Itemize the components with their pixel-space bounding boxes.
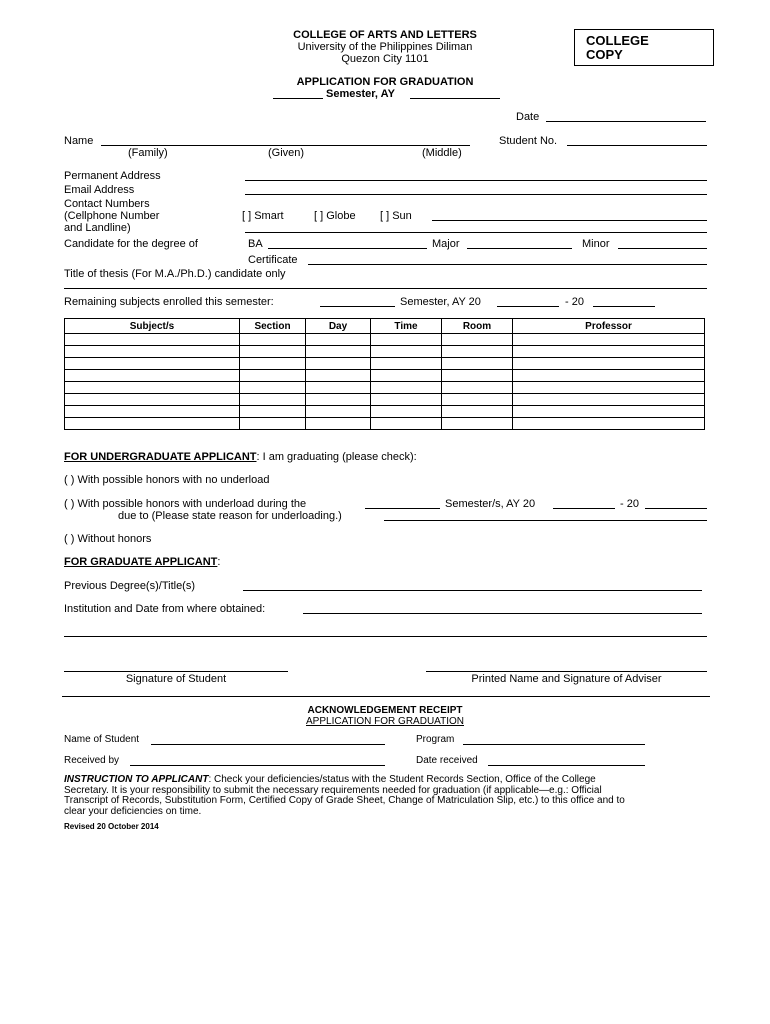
- table-cell[interactable]: [65, 394, 240, 406]
- col-section: Section: [240, 319, 306, 334]
- ay-blank[interactable]: [410, 98, 500, 99]
- table-row: [65, 406, 705, 418]
- underload-reason-label: due to (Please state reason for underloading.): [118, 510, 342, 522]
- graduate-heading: FOR GRADUATE APPLICANT: [64, 556, 218, 568]
- college-copy-box: [574, 29, 714, 66]
- table-cell[interactable]: [306, 346, 371, 358]
- receipt-divider: [62, 696, 710, 697]
- table-row: [65, 346, 705, 358]
- cellphone-label: (Cellphone Number: [64, 210, 160, 222]
- name-field[interactable]: [101, 145, 470, 146]
- table-cell[interactable]: [306, 394, 371, 406]
- graduate-heading-wrap: [64, 556, 220, 568]
- remaining-semester-ay-label: Semester, AY 20: [400, 296, 481, 308]
- undergrad-heading: FOR UNDERGRADUATE APPLICANT: [64, 451, 257, 463]
- table-cell[interactable]: [371, 406, 442, 418]
- receipt-date-received-field[interactable]: [488, 765, 645, 766]
- table-cell[interactable]: [442, 358, 513, 370]
- table-cell[interactable]: [65, 346, 240, 358]
- family-label: (Family): [128, 147, 168, 159]
- adviser-signature-label: Printed Name and Signature of Adviser: [471, 673, 662, 685]
- receipt-title: ACKNOWLEDGEMENT RECEIPT: [307, 705, 463, 716]
- remaining-ay-end-field[interactable]: [593, 306, 655, 307]
- adviser-signature-field[interactable]: [426, 671, 707, 672]
- thesis-label: Title of thesis (For M.A./Ph.D.) candidate only: [64, 268, 286, 280]
- col-room: Room: [442, 319, 513, 334]
- major-label: Major: [432, 238, 460, 250]
- instruction-line-2: Secretary. It is your responsibility to submit the necessary requirements needed for graduation (if applicable—e.g.: Official: [64, 784, 602, 796]
- table-cell[interactable]: [240, 370, 306, 382]
- permanent-address-label: Permanent Address: [64, 170, 161, 182]
- instruction-line-1: [64, 775, 625, 786]
- table-cell[interactable]: [240, 394, 306, 406]
- previous-degree-field[interactable]: [243, 590, 702, 591]
- underload-ay-start-field[interactable]: [553, 508, 615, 509]
- semester-blank[interactable]: [273, 98, 323, 99]
- instruction-block: [64, 775, 625, 817]
- email-address-label: Email Address: [64, 184, 135, 196]
- receipt-program-label: Program: [416, 734, 455, 745]
- undergrad-heading-suffix: : I am graduating (please check):: [256, 451, 417, 463]
- certificate-field[interactable]: [308, 264, 707, 265]
- undergrad-option-1[interactable]: ( ) With possible honors with no underload: [64, 474, 270, 486]
- table-cell[interactable]: [240, 382, 306, 394]
- col-subject: Subject/s: [65, 319, 240, 334]
- table-cell[interactable]: [513, 418, 705, 430]
- student-no-field[interactable]: [567, 145, 707, 146]
- table-row: [65, 418, 705, 430]
- col-time: Time: [371, 319, 442, 334]
- instruction-line-1-text: : Check your deficiencies/status with the Student Records Section, Office of the College: [208, 774, 596, 785]
- table-cell[interactable]: [240, 406, 306, 418]
- previous-degree-label: Previous Degree(s)/Title(s): [64, 580, 196, 592]
- table-cell[interactable]: [513, 358, 705, 370]
- table-cell[interactable]: [240, 418, 306, 430]
- student-no-label: Student No.: [499, 135, 558, 147]
- college-name: COLLEGE OF ARTS AND LETTERS: [293, 29, 477, 41]
- ba-label: BA: [248, 238, 263, 250]
- table-cell[interactable]: [371, 358, 442, 370]
- institution-field[interactable]: [303, 613, 702, 614]
- table-cell[interactable]: [442, 382, 513, 394]
- table-cell[interactable]: [442, 370, 513, 382]
- instruction-line-3: Transcript of Records, Substitution Form, Certified Copy of Grade Sheet, Change of Matriculation Slip, etc.) to this office and to: [64, 795, 625, 806]
- col-professor: Professor: [513, 319, 705, 334]
- name-label: Name: [64, 135, 94, 147]
- table-cell[interactable]: [442, 334, 513, 346]
- smart-checkbox[interactable]: [ ] Smart: [242, 210, 284, 222]
- landline-field[interactable]: [245, 232, 707, 233]
- globe-checkbox[interactable]: [ ] Globe: [314, 210, 356, 222]
- receipt-subtitle: APPLICATION FOR GRADUATION: [306, 716, 464, 727]
- table-cell[interactable]: [371, 418, 442, 430]
- table-cell[interactable]: [371, 394, 442, 406]
- receipt-name-label: Name of Student: [64, 734, 140, 745]
- remaining-ay-start-field[interactable]: [497, 306, 559, 307]
- remaining-semester-field[interactable]: [320, 306, 395, 307]
- table-cell[interactable]: [442, 394, 513, 406]
- table-cell[interactable]: [306, 418, 371, 430]
- table-cell[interactable]: [65, 358, 240, 370]
- table-cell[interactable]: [513, 394, 705, 406]
- table-cell[interactable]: [65, 406, 240, 418]
- copy-box-line1: COLLEGE: [586, 33, 649, 48]
- table-cell[interactable]: [306, 358, 371, 370]
- underload-reason-field[interactable]: [384, 520, 707, 521]
- table-cell[interactable]: [513, 346, 705, 358]
- col-day: Day: [306, 319, 371, 334]
- ba-field[interactable]: [268, 248, 427, 249]
- table-cell[interactable]: [442, 346, 513, 358]
- table-row: [65, 334, 705, 346]
- table-cell[interactable]: [240, 334, 306, 346]
- instruction-label: INSTRUCTION TO APPLICANT: [64, 774, 209, 785]
- table-cell[interactable]: [513, 406, 705, 418]
- landline-label: and Landline): [64, 222, 131, 234]
- table-cell[interactable]: [306, 334, 371, 346]
- remaining-ay-dash-label: - 20: [565, 296, 584, 308]
- subjects-table: [64, 318, 705, 430]
- receipt-date-received-label: Date received: [416, 755, 478, 766]
- email-address-field[interactable]: [245, 194, 707, 195]
- institution-label: Institution and Date from where obtained:: [64, 603, 266, 615]
- revised-date: Revised 20 October 2014: [64, 822, 159, 831]
- table-cell[interactable]: [65, 334, 240, 346]
- middle-label: (Middle): [422, 147, 462, 159]
- thesis-field[interactable]: [64, 288, 707, 289]
- university-name: University of the Philippines Diliman: [297, 41, 473, 53]
- sun-checkbox[interactable]: [ ] Sun: [380, 210, 412, 222]
- table-cell[interactable]: [513, 382, 705, 394]
- underload-semester-field[interactable]: [365, 508, 440, 509]
- cellphone-field[interactable]: [432, 220, 707, 221]
- undergrad-option-2[interactable]: ( ) With possible honors with underload during the: [64, 498, 307, 510]
- table-cell[interactable]: [306, 370, 371, 382]
- table-cell[interactable]: [371, 346, 442, 358]
- copy-box-line2: COPY: [586, 47, 623, 62]
- given-label: (Given): [268, 147, 305, 159]
- date-field[interactable]: [546, 121, 706, 122]
- table-row: [65, 382, 705, 394]
- table-cell[interactable]: [65, 418, 240, 430]
- certificate-label: Certificate: [248, 254, 298, 266]
- table-cell[interactable]: [65, 382, 240, 394]
- underload-ay-dash-label: - 20: [620, 498, 639, 510]
- receipt-received-by-label: Received by: [64, 755, 120, 766]
- student-signature-label: Signature of Student: [125, 673, 227, 685]
- underload-ay-end-field[interactable]: [645, 508, 707, 509]
- table-row: [65, 358, 705, 370]
- table-cell[interactable]: [306, 382, 371, 394]
- table-cell[interactable]: [371, 370, 442, 382]
- table-cell[interactable]: [65, 370, 240, 382]
- undergrad-option-3[interactable]: ( ) Without honors: [64, 533, 152, 545]
- table-header-row: [65, 319, 705, 334]
- date-label: Date: [516, 111, 540, 123]
- table-row: [65, 370, 705, 382]
- table-row: [65, 394, 705, 406]
- instruction-line-4: clear your deficiencies on time.: [64, 805, 202, 817]
- table-cell[interactable]: [371, 382, 442, 394]
- receipt-received-by-field[interactable]: [130, 765, 385, 766]
- form-title: APPLICATION FOR GRADUATION: [296, 76, 474, 88]
- table-cell[interactable]: [442, 406, 513, 418]
- candidate-degree-label: Candidate for the degree of: [64, 238, 198, 250]
- receipt-name-field[interactable]: [151, 744, 385, 745]
- student-signature-field[interactable]: [64, 671, 288, 672]
- underload-semester-ay-label: Semester/s, AY 20: [445, 498, 536, 510]
- remaining-subjects-label: Remaining subjects enrolled this semester:: [64, 296, 274, 308]
- graduate-heading-suffix: :: [217, 556, 221, 568]
- major-field[interactable]: [467, 248, 572, 249]
- minor-field[interactable]: [618, 248, 707, 249]
- receipt-program-field[interactable]: [463, 744, 645, 745]
- table-cell[interactable]: [513, 370, 705, 382]
- undergrad-heading-wrap: [64, 451, 417, 463]
- institution-field-2[interactable]: [64, 636, 707, 637]
- semester-ay-label: Semester, AY: [326, 88, 395, 100]
- table-cell[interactable]: [240, 346, 306, 358]
- table-cell[interactable]: [442, 418, 513, 430]
- minor-label: Minor: [582, 238, 610, 250]
- contact-numbers-label: Contact Numbers: [64, 198, 150, 210]
- table-cell[interactable]: [240, 358, 306, 370]
- table-cell[interactable]: [306, 406, 371, 418]
- table-cell[interactable]: [371, 334, 442, 346]
- table-cell[interactable]: [513, 334, 705, 346]
- city-address: Quezon City 1101: [341, 53, 429, 65]
- permanent-address-field[interactable]: [245, 180, 707, 181]
